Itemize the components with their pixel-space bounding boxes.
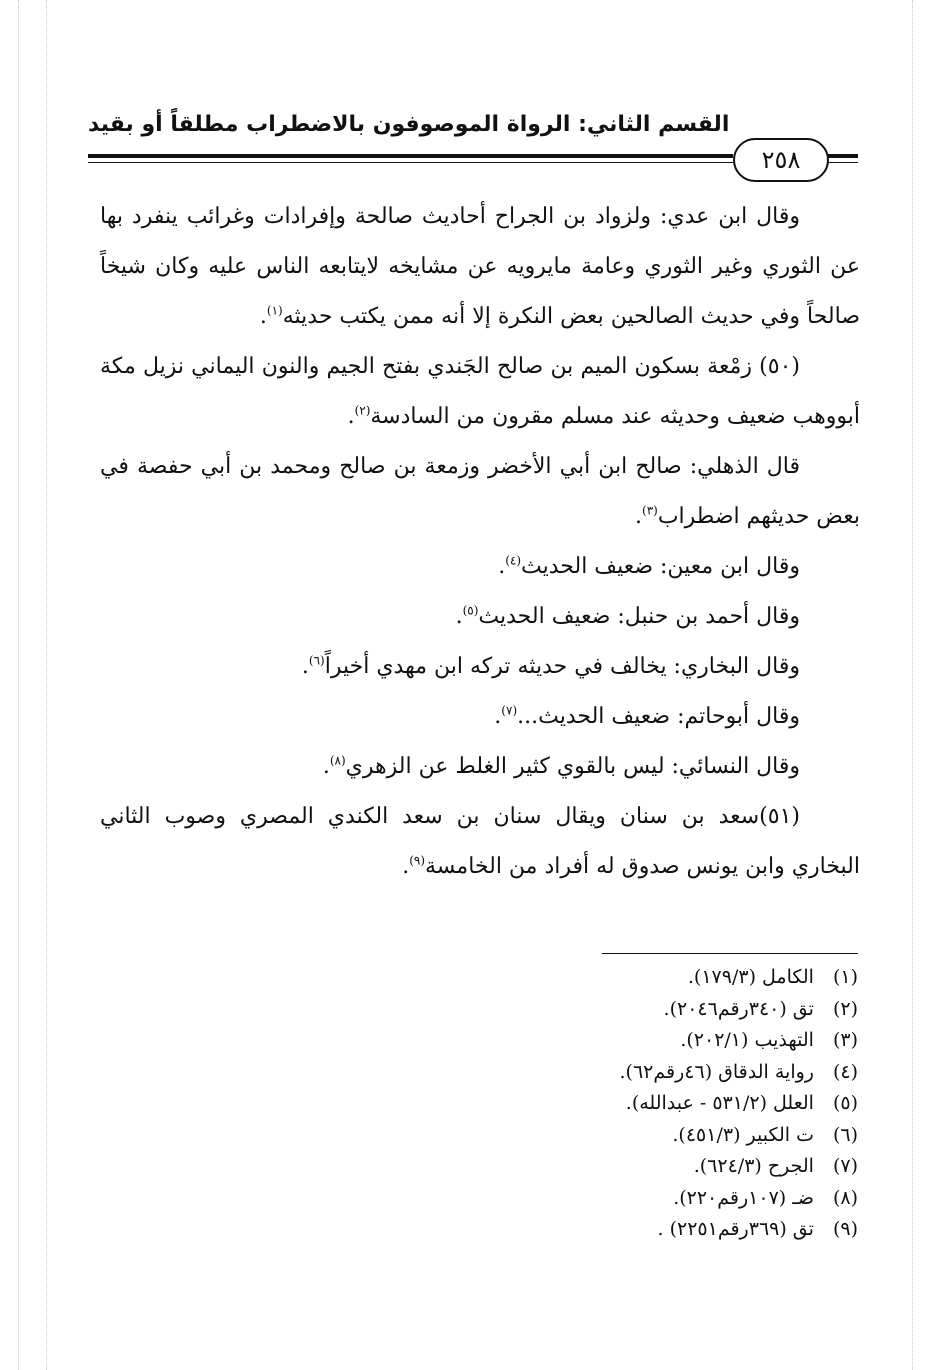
footnote-number: (٤)	[832, 1060, 858, 1083]
footnote-text: تق (٣٤٠رقم٢٠٤٦).	[663, 997, 814, 1020]
header-rule	[88, 162, 733, 163]
quote-line: وقال النسائي: ليس بالقوي كثير الغلط عن الزهري$^{(٨)}$.	[322, 753, 800, 779]
footnote-text: تق (٣٦٩رقم٢٢٥١) .	[657, 1218, 814, 1240]
footnote-item	[400, 1151, 858, 1183]
footnotes	[400, 962, 858, 1246]
quote-line: وقال ابن معين: ضعيف الحديث$^{(٤)}$.	[498, 553, 800, 579]
text-line: وقال أبوحاتم: ضعيف الحديث...	[517, 704, 800, 729]
footnote-number: (٧)	[832, 1155, 858, 1177]
quote-line: وقال أبوحاتم: ضعيف الحديث...$^{(٧)}$.	[494, 703, 800, 729]
footnote-text: ضـ (١٠٧رقم٢٢٠).	[673, 1186, 814, 1209]
quote-line: وقال أحمد بن حنبل: ضعيف الحديث$^{(٥)}$.	[455, 603, 800, 629]
footnote-ref: (١)	[266, 303, 283, 318]
paragraph: (٥١)سعد بن سنان ويقال سنان بن سعد الكندي المصري وصوب الثاني البخاري وابن يونس صدوق له أفراد من الخامسة$^{(٩)}$.	[100, 804, 860, 879]
main-text	[100, 192, 860, 892]
text-line: وقال البخاري: يخالف في حديثه تركه ابن مهدي أخيراً	[324, 654, 800, 679]
footnote-text: رواية الدقاق (٤٦رقم٦٢).	[619, 1060, 814, 1083]
text-line: وقال ابن عدي: ولزواد بن الجراح أحاديث صالحة وإفرادات وغرائب	[186, 204, 800, 229]
footnote-ref: (٤)	[505, 553, 522, 568]
margin-dotted-line	[912, 0, 913, 1370]
footnote-item	[400, 1214, 858, 1246]
header-rule	[88, 154, 733, 158]
footnote-item	[400, 994, 858, 1026]
text-line: مكة أبووهب ضعيف وحديثه عند مسلم مقرون من السادسة	[100, 354, 860, 429]
running-title: القسم الثاني: الرواة الموصوفون بالاضطراب مطلقاً أو بقيد	[88, 112, 730, 137]
footnote-ref: (٨)	[329, 753, 346, 768]
header-rule	[826, 154, 858, 158]
text-line: في بعض حديثهم اضطراب	[100, 454, 860, 529]
footnote-text: ت الكبير (٤٥١/٣).	[672, 1123, 814, 1146]
paragraph: وقال ابن عدي: ولزواد بن الجراح أحاديث صالحة وإفرادات وغرائب ينفرد بها عن الثوري وغير الثوري وعامة مايرويه عن مشايخه لايتابعه الناس عليه وكان شيخاً صالحاً وفي حديث الصالحين بعض النكرة إلا أنه ممن يكتب حديثه$^{(١)}$.	[100, 204, 860, 329]
footnote-text: الكامل (١٧٩/٣).	[687, 966, 814, 988]
footnote-item	[400, 1025, 858, 1057]
paragraph: (٥٠) زمْعة بسكون الميم بن صالح الجَندي بفتح الجيم والنون اليماني نزيل مكة أبووهب ضعيف وحديثه عند مسلم مقرون من السادسة$^{(٢)}$.	[100, 354, 860, 429]
footnote-ref: (٣)	[642, 503, 658, 518]
header-rule	[826, 162, 858, 163]
text-line: قال الذهلي: صالح ابن أبي الأخضر وزمعة بن صالح ومحمد بن أبي حفصة	[136, 454, 800, 479]
footnote-number: (٦)	[832, 1123, 858, 1146]
text-line: ينفرد بها عن الثوري وغير الثوري وعامة مايرويه عن مشايخه لايتابعه الناس عليه	[100, 204, 860, 279]
footnote-ref: (٧)	[501, 703, 518, 718]
margin-dotted-line	[18, 0, 19, 1370]
footnote-text: الجرح (٦٢٤/٣).	[693, 1155, 814, 1177]
footnote-number: (١)	[832, 966, 858, 988]
footnote-ref: (٦)	[308, 653, 325, 668]
text-line: وقال النسائي: ليس بالقوي كثير الغلط عن الزهري	[345, 754, 800, 779]
footnote-item	[400, 1057, 858, 1089]
paragraph: قال الذهلي: صالح ابن أبي الأخضر وزمعة بن صالح ومحمد بن أبي حفصة في بعض حديثهم اضطراب$^{(٣)}$.	[100, 454, 860, 529]
footnote-ref: (٢)	[354, 403, 371, 418]
footnote-number: (٥)	[832, 1092, 858, 1114]
page-number: ٢٥٨	[733, 138, 829, 182]
text-line: البخاري وابن يونس صدوق له أفراد من الخامسة	[425, 854, 860, 879]
footnote-number: (٣)	[832, 1029, 858, 1051]
text-line: (٥١)سعد بن سنان ويقال سنان بن سعد الكندي المصري وصوب الثاني	[100, 804, 800, 829]
text-line: وقال أحمد بن حنبل: ضعيف الحديث	[478, 604, 800, 629]
footnote-text: التهذيب (٢٠٢/١).	[680, 1029, 814, 1051]
footnote-item	[400, 1120, 858, 1152]
footnote-item	[400, 1183, 858, 1215]
footnote-number: (٨)	[832, 1186, 858, 1209]
footnote-separator	[602, 953, 858, 954]
page-header	[88, 108, 858, 188]
footnote-item	[400, 962, 858, 994]
text-line: وكان شيخاً صالحاً وفي حديث الصالحين بعض النكرة إلا أنه ممن يكتب حديثه	[100, 254, 860, 329]
footnote-number: (٩)	[832, 1218, 858, 1240]
text-line: وقال ابن معين: ضعيف الحديث	[521, 554, 800, 579]
footnote-ref: (٩)	[409, 853, 426, 868]
footnote-number: (٢)	[832, 997, 858, 1020]
text-line: (٥٠) زمْعة بسكون الميم بن صالح الجَندي بفتح الجيم والنون اليماني نزيل	[142, 354, 800, 379]
footnote-ref: (٥)	[462, 603, 479, 618]
footnote-text: العلل (٥٣١/٢ - عبدالله).	[625, 1092, 814, 1114]
footnote-item	[400, 1088, 858, 1120]
margin-dotted-line	[46, 0, 47, 1370]
quote-line: وقال البخاري: يخالف في حديثه تركه ابن مهدي أخيراً$^{(٦)}$.	[301, 653, 800, 679]
